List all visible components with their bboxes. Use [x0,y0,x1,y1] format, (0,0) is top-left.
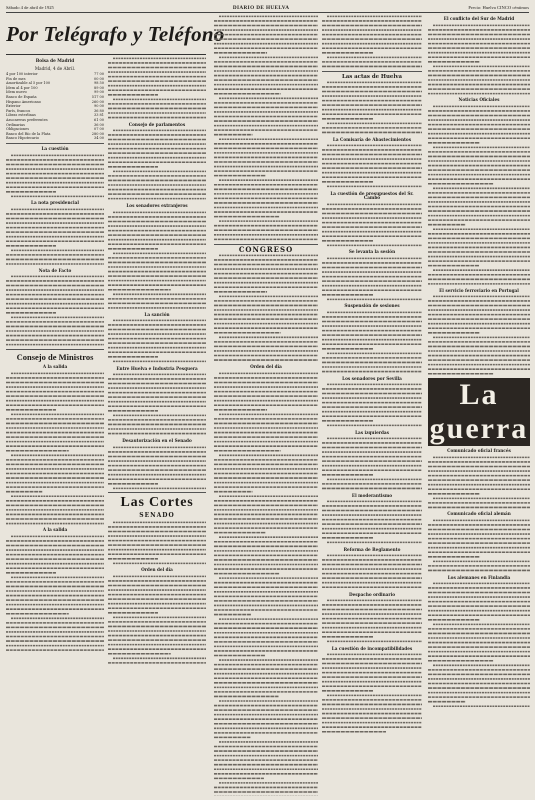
masthead [6,3,529,13]
body-text-lines [322,553,422,589]
section-heading: Los senadores por Sevilla [342,375,402,381]
article-body [322,382,422,428]
bolsa-value: 98 50 [93,81,104,86]
bolsa-label: Libras esterlinas [6,113,36,118]
masthead-price: Precio: Huelva CINCO céntimos [468,5,529,10]
bolsa-value: 89 00 [93,85,104,90]
section-heading: Comunicado oficial alemán [447,511,511,517]
body-text-lines [214,14,318,242]
section-heading: La nota presidencial [31,200,79,206]
article-body [108,128,206,201]
body-text-lines [6,153,104,199]
body-text-lines [322,143,422,189]
divider [6,143,104,144]
article-body [6,153,104,199]
body-text-lines [428,104,530,286]
bolsa-label: Ídem nuevo [6,90,27,95]
column-2 [108,56,206,796]
section-heading: La cuestión de presupuestos del Sr. Cambó [330,190,414,201]
bolsa-value: 00 00 [93,76,104,81]
body-text-lines [108,318,206,364]
article-body [322,143,422,189]
article-body [322,553,422,589]
body-text-lines [428,455,530,510]
body-text-lines [214,371,318,796]
bolsa-label: Obligaciones [6,127,29,132]
article-body [322,652,422,734]
section-heading: La cuestión de incompatibilidades [331,645,413,651]
body-text-lines [108,56,206,120]
section-heading-large: Consejo de Ministros [16,352,94,363]
article-body [6,371,104,526]
section-heading: La Comisaría de Abastecimientos [332,136,412,142]
body-text-lines [108,210,206,310]
body-text-lines [428,294,530,376]
section-heading: Orden del día [250,364,282,370]
article-body [428,104,530,286]
section-heading: Reforma de Reglamento [343,546,401,552]
article-body [322,436,422,491]
body-text-lines [428,518,530,573]
section-heading: El servicio ferroviario en Portugal [439,287,519,293]
article-body [322,256,422,302]
body-text-lines [6,371,104,526]
column-3 [214,14,318,796]
body-text-lines [214,253,318,362]
section-heading: Los alemanes en Finlandia [447,574,511,580]
body-text-lines [322,436,422,491]
bolsa-title: Bolsa de Madrid [35,58,75,63]
bolsa-label: Ídem al 4 por 100 [6,85,38,90]
section-heading: El moderantismo [351,492,393,498]
article-body [108,445,206,491]
column-5 [428,14,530,796]
article-body [6,207,104,266]
body-text-lines [322,598,422,644]
bolsa-label: Banco de España [6,95,37,100]
bolsa-label: Exterior [6,104,21,109]
masthead-title: DIARIO DE HUELVA [232,4,290,11]
article-body [322,310,422,374]
bolsa-value: 36 80 [93,108,104,113]
section-heading: A la salida [42,527,68,533]
section-heading: Orden del día [141,567,173,573]
body-text-lines [322,382,422,428]
section-heading: CONGRESO [238,244,294,254]
body-text-lines [108,445,206,491]
bolsa-table [6,72,104,141]
body-text-lines [322,652,422,734]
section-heading: Se levanta la sesión [348,249,396,255]
divider [322,71,422,72]
article-body [108,520,206,566]
bolsa-value: 99 00 [93,90,104,95]
article-body [108,372,206,436]
body-text-lines [108,372,206,436]
body-text-lines [108,574,206,665]
guerra-banner: La guerra [429,378,529,446]
bolsa-label: Banco del Río de la Plata [6,131,51,136]
article-body [322,499,422,545]
article-body [6,274,104,347]
bolsa-label: 4 por 100 interior [6,72,38,77]
divider [108,492,206,493]
bolsa-value: 517 00 [91,95,104,100]
body-text-lines [322,14,422,69]
section-heading: Consejo de parlamentos [128,121,186,127]
article-body [214,14,318,242]
section-heading: Despacho ordinario [348,591,395,597]
section-heading: Suspensión de sesiones [344,303,400,309]
column-1 [6,56,104,796]
body-text-lines [322,256,422,302]
bolsa-label: Ordinarias [6,122,25,127]
article-body [322,598,422,644]
article-body [214,253,318,362]
section-heading: El conflicto del Sur de Madrid [443,16,515,21]
body-text-lines [108,128,206,201]
section-heading: Desautorización en el Senado [122,437,192,443]
bolsa-value: 34 00 [93,136,104,141]
section-heading: La sanción [144,311,170,317]
column-4 [322,14,422,796]
divider [6,349,104,350]
bolsa-value: 36 00 [93,122,104,127]
article-body [322,14,422,69]
section-heading: Entre Huelva e Industria Pesquera [116,365,198,371]
article-body [6,534,104,652]
bolsa-date: Madrid, 4 de Abril. [34,65,76,71]
article-body [108,56,206,120]
bolsa-label: Hispano Americano [6,99,41,104]
section-heading: Noticias Oficiales [458,97,500,103]
section-heading: La cuestión [41,146,69,151]
body-text-lines [6,207,104,266]
section-heading: Nota de Facto [38,267,72,273]
section-heading: Las actas de Huelva [341,73,403,80]
article-body [214,371,318,796]
bolsa-value: 77 00 [93,72,104,77]
section-heading: SENADO [139,512,175,519]
bolsa-value: 61 00 [93,118,104,123]
masthead-date: Sábado 4 de abril de 1925 [6,5,54,10]
bolsa-label: Amortizable al 5 por 100 [6,81,51,86]
bolsa-label: París, francos [6,108,31,113]
article-body [322,202,422,248]
body-text-lines [322,499,422,545]
section-heading: Las izquierdas [355,429,389,435]
article-body [428,294,530,376]
body-text-lines [428,23,530,96]
article-body [428,518,530,573]
body-text-lines [108,520,206,566]
body-text-lines [428,581,530,708]
bolsa-label: Azucareras preferentes [6,118,48,123]
body-text-lines [322,80,422,135]
article-body [108,210,206,310]
article-body [428,581,530,708]
body-text-lines [322,202,422,248]
article-body [428,23,530,96]
body-text-lines [6,274,104,347]
bolsa-value: 280 00 [91,131,104,136]
section-heading: Los senadores extranjeros [126,203,188,209]
bolsa-label: Fin de mes [6,76,26,81]
bolsa-value: 07 00 [93,127,104,132]
body-text-lines [322,310,422,374]
section-heading: Comunicado oficial francés [447,448,511,454]
article-body [322,80,422,135]
body-text-lines [6,534,104,652]
bolsa-value: 260 00 [91,99,104,104]
section-heading-xl: Las Cortes [120,495,194,510]
bolsa-value: 90 00 [93,104,104,109]
bolsa-value: 33 81 [93,113,104,118]
section-heading: A la salida [42,364,68,370]
article-body [108,318,206,364]
banner-headline: Por Telégrafo y Teléfono [6,16,206,55]
article-body [428,455,530,510]
bolsa-row [6,136,104,141]
bolsa-label: Banco Hipotecario [6,136,40,141]
article-body [108,574,206,665]
